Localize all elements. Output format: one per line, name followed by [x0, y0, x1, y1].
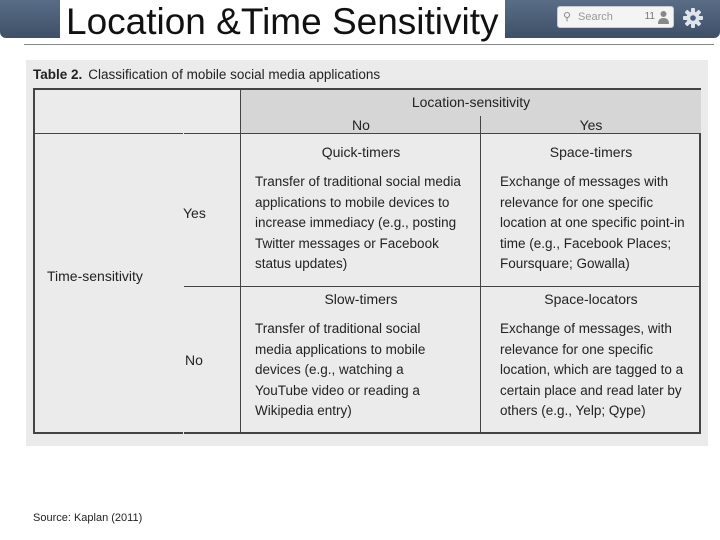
- divider-h2: [183, 286, 701, 287]
- time-sensitivity-label: Time-sensitivity: [47, 268, 143, 284]
- space-timers-title: Space-timers: [549, 144, 633, 160]
- space-locators-body: Exchange of messages, with relevance for one specific location, which are tagged to a certain place and read later by others (e.g., Yelp; Qype): [500, 321, 684, 419]
- quick-timers-title: Quick-timers: [321, 144, 401, 160]
- table-caption: [33, 67, 380, 82]
- result-count: 11: [644, 11, 655, 22]
- slow-timers-body: Transfer of traditional social media applications to mobile devices (e.g., watching a YouTube video or reading a Wikipedia entry): [255, 321, 426, 419]
- location-sensitivity-label: Location-sensitivity: [411, 94, 531, 110]
- search-input[interactable]: [557, 6, 674, 28]
- divider-h1: [35, 133, 701, 134]
- caption-text: Classification of mobile social media applications: [88, 67, 381, 82]
- slow-timers-title: Slow-timers: [324, 291, 398, 307]
- spacer: [183, 133, 184, 434]
- row-no-label: No: [185, 352, 203, 368]
- title-divider: [24, 44, 714, 45]
- space-timers-body: Exchange of messages with relevance for one specific location at one specific point-in time (e.g., Facebook Places; Foursquare; Gowalla): [500, 174, 685, 272]
- source-citation: Source: Kaplan (2011): [33, 512, 143, 524]
- table-figure: [26, 60, 708, 446]
- search-icon: ⚲: [563, 11, 572, 23]
- divider-v2: [480, 116, 481, 434]
- divider-v1: [240, 90, 241, 434]
- gear-icon[interactable]: [682, 7, 704, 29]
- caption-label: Table 2.: [33, 67, 83, 82]
- search-placeholder: Search: [578, 11, 613, 23]
- row-yes-label: Yes: [183, 205, 206, 221]
- user-icon: [658, 10, 669, 24]
- column-yes-label: Yes: [579, 117, 603, 133]
- classification-table: [33, 88, 701, 434]
- quick-timers-body: Transfer of traditional social media applications to mobile devices to increase immediacy (e.g., posting Twitter messages or Facebook status updates): [255, 174, 461, 272]
- column-no-label: No: [352, 117, 370, 133]
- page-title: Location &Time Sensitivity: [60, 0, 505, 44]
- space-locators-title: Space-locators: [544, 291, 638, 307]
